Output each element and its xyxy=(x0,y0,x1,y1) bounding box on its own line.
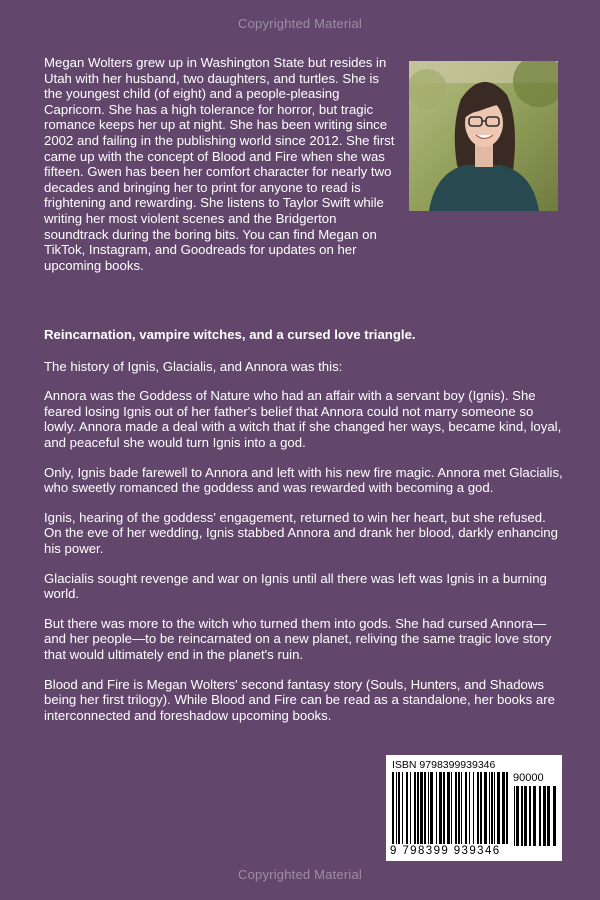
barcode-bar xyxy=(461,772,462,844)
barcode-bar xyxy=(491,772,493,844)
barcode-bar xyxy=(477,772,479,844)
barcode-bar xyxy=(469,772,470,844)
barcode-bar xyxy=(543,786,546,846)
barcode-bar xyxy=(392,772,394,844)
barcode-addon-bars xyxy=(514,786,556,846)
isbn-barcode xyxy=(386,755,562,861)
blurb-paragraph: Glacialis sought revenge and war on Ignis until all there was left was Ignis in a burning world. xyxy=(44,570,547,602)
author-bio: Megan Wolters grew up in Washington State but resides in Utah with her husband, two daughters, and turtles. She is the youngest child (of eight) and a people-pleasing Capricorn. She has a high tolerance for horror, but tragic romance keeps her up at night. She has been writing since 2002 and failing in the publishing world since 2012. She first came up with the concept of Blood and Fire when she was fifteen. Gwen has been her comfort character for nearly two decades and bringing her to print for anyone to read is frightening and rewarding. She listens to Taylor Swift while writing her most violent scenes and the Bridgerton soundtrack during the boring bits. You can find Megan on TikTok, Instagram, and Goodreads for updates on her upcoming books. xyxy=(44,55,395,273)
barcode-bar xyxy=(439,772,442,844)
blurb-paragraph: Annora was the Goddess of Nature who had an affair with a servant boy (Ignis). She feared losing Ignis out of her father's belief that Annora could not marry someone so lowly. Annora made a deal with a witch that if she changed her ways, became kind, loyal, and peaceful she would turn Ignis into a god. xyxy=(44,388,562,450)
barcode-bar xyxy=(455,772,457,844)
barcode-bar xyxy=(414,772,416,844)
blurb-tagline: Reincarnation, vampire witches, and a cursed love triangle. xyxy=(44,327,416,342)
watermark-bottom: Copyrighted Material xyxy=(238,867,362,882)
blurb-paragraph: Ignis, hearing of the goddess' engagement, returned to win her heart, but she refused. On the eve of her wedding, Ignis stabbed Annora and drank her blood, darkly enhancing his power. xyxy=(44,509,558,556)
barcode-bar xyxy=(424,772,426,844)
barcode-bar xyxy=(473,772,474,844)
barcode-bar xyxy=(420,772,423,844)
barcode-bar xyxy=(547,786,550,846)
barcode-bar xyxy=(406,772,408,844)
watermark-top: Copyrighted Material xyxy=(238,16,362,31)
barcode-bar xyxy=(465,772,467,844)
isbn-digits: 9 798399 939346 xyxy=(390,845,501,857)
author-photo xyxy=(409,61,558,211)
barcode-bar xyxy=(524,786,527,846)
barcode-bar xyxy=(489,772,490,844)
blurb-paragraph: The history of Ignis, Glacialis, and Annora was this: xyxy=(44,358,343,374)
author-portrait-image xyxy=(409,61,558,211)
isbn-label: ISBN 9798399939346 xyxy=(392,759,496,771)
barcode-bar xyxy=(447,772,450,844)
barcode-bars xyxy=(392,772,510,844)
barcode-bar xyxy=(451,772,452,844)
barcode-bar xyxy=(458,772,460,844)
barcode-bar xyxy=(480,772,482,844)
blurb-paragraph: Only, Ignis bade farewell to Annora and left with his new fire magic. Annora met Glacialis, who sweetly romanced the goddess and was rewarded with becoming a god. xyxy=(44,464,563,496)
price-code: 90000 xyxy=(513,772,544,784)
barcode-bar xyxy=(514,786,515,846)
barcode-bar xyxy=(428,772,429,844)
barcode-bar xyxy=(410,772,411,844)
blurb-paragraph: But there was more to the witch who turned them into gods. She had cursed Annora—and her people—to be reincarnated on a new planet, reliving the same tragic love story that would ultimately end in the planet's ruin. xyxy=(44,615,552,662)
barcode-bar xyxy=(484,772,487,844)
barcode-bar xyxy=(529,786,531,846)
back-cover-blurb xyxy=(44,327,564,737)
barcode-bar xyxy=(398,772,400,844)
barcode-bar xyxy=(497,772,500,844)
barcode-bar xyxy=(539,786,541,846)
barcode-bar xyxy=(436,772,437,844)
barcode-bar xyxy=(494,772,495,844)
barcode-bar xyxy=(402,772,403,844)
barcode-bar xyxy=(502,772,505,844)
barcode-bar xyxy=(417,772,419,844)
barcode-bar xyxy=(430,772,433,844)
barcode-bar xyxy=(521,786,523,846)
barcode-bar xyxy=(533,786,536,846)
barcode-bar xyxy=(506,772,508,844)
barcode-bar xyxy=(553,786,556,846)
barcode-bar xyxy=(443,772,445,844)
barcode-bar xyxy=(396,772,397,844)
barcode-bar xyxy=(516,786,519,846)
blurb-paragraph: Blood and Fire is Megan Wolters' second fantasy story (Souls, Hunters, and Shadows being her first trilogy). While Blood and Fire can be read as a standalone, her books are interconnected and foreshadow upcoming books. xyxy=(44,676,555,723)
